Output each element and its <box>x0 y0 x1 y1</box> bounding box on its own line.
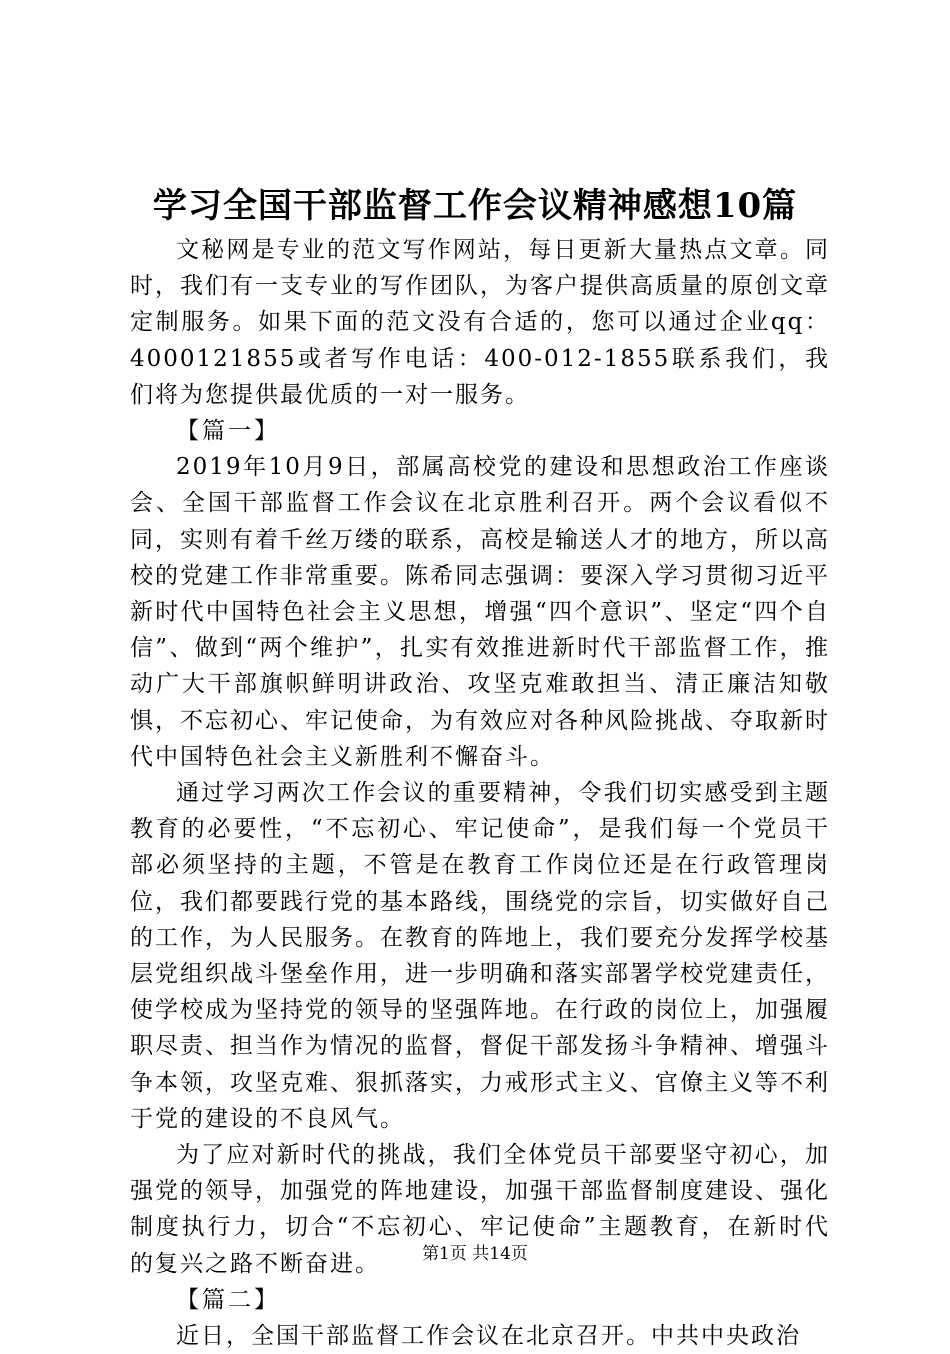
body-paragraph: 2019年10月9日，部属高校党的建设和思想政治工作座谈会、全国干部监督工作会议在北京胜利召开。两个会议看似不同，实则有着千丝万缕的联系，高校是输送人才的地方，所以高校的党建工作非常重要。陈希同志强调：要深入学习贯彻习近平新时代中国特色社会主义思想，增强“四个意识”、坚定“四个自信”、做到“两个维护”，扎实有效推进新时代干部监督工作，推动广大干部旗帜鲜明讲政治、攻坚克难敢担当、清正廉洁知敬惧，不忘初心、牢记使命，为有效应对各种风险挑战、夺取新时代中国特色社会主义新胜利不懈奋斗。 <box>130 454 830 770</box>
document-title: 学习全国干部监督工作会议精神感想10篇 <box>152 186 798 226</box>
body-paragraph: 近日，全国干部监督工作会议在北京召开。中共中央政治 <box>176 1323 801 1350</box>
section-heading-2: 【篇二】 <box>176 1286 280 1313</box>
section-heading-1: 【篇一】 <box>176 418 280 445</box>
body-paragraph: 为了应对新时代的挑战，我们全体党员干部要坚守初心，加强党的领导，加强党的阵地建设，加强干部监督制度建设、强化制度执行力，切合“不忘初心、牢记使命”主题教育，在新时代的复兴之路不断奋进。 <box>130 1142 830 1277</box>
document-body <box>130 232 830 1354</box>
body-paragraph: 通过学习两次工作会议的重要精神，令我们切实感受到主题教育的必要性，“不忘初心、牢记使命”，是我们每一个党员干部必须坚持的主题，不管是在教育工作岗位还是在行政管理岗位，我们都要践行党的基本路线，围绕党的宗旨，切实做好自己的工作，为人民服务。在教育的阵地上，我们要充分发挥学校基层党组织战斗堡垒作用，进一步明确和落实部署学校党建责任，使学校成为坚持党的领导的坚强阵地。在行政的岗位上，加强履职尽责、担当作为情况的监督，督促干部发扬斗争精神、增强斗争本领，攻坚克难、狠抓落实，力戒形式主义、官僚主义等不利于党的建设的不良风气。 <box>130 780 830 1132</box>
page-number-footer: 第1页 共14页 <box>422 1244 528 1264</box>
intro-paragraph: 文秘网是专业的范文写作网站，每日更新大量热点文章。同时，我们有一支专业的写作团队，为客户提供高质量的原创文章定制服务。如果下面的范文没有合适的，您可以通过企业qq：4000121855或者写作电话：400-012-1855联系我们，我们将为您提供最优质的一对一服务。 <box>130 237 830 408</box>
